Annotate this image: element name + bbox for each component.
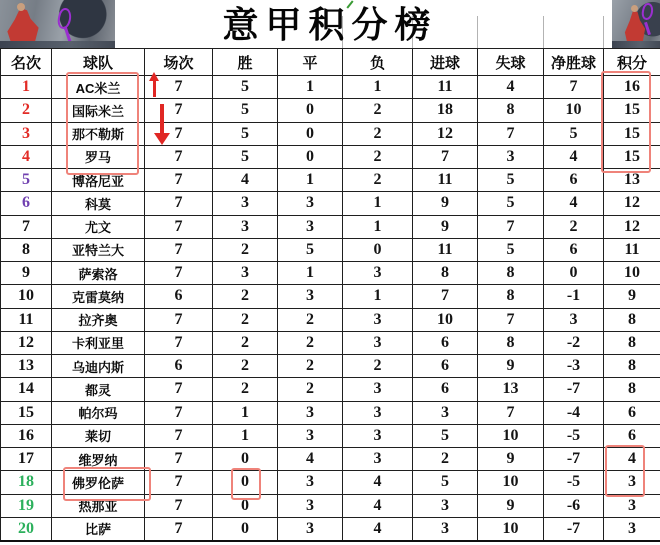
photo-ground: [0, 41, 115, 48]
goals-for-cell: 5: [413, 471, 478, 494]
goal-diff-cell: 2: [544, 215, 604, 238]
goals-for-cell: 12: [413, 122, 478, 145]
draw-cell: 0: [278, 99, 343, 122]
rank-cell: 2: [1, 99, 52, 122]
team-cell: 那不勒斯: [52, 122, 145, 145]
goals-for-cell: 10: [413, 308, 478, 331]
header-loss-cell: 负: [343, 49, 413, 76]
table-row: [1, 448, 660, 471]
header-row: [1, 49, 660, 76]
goals-for-cell: 3: [413, 494, 478, 517]
loss-cell: 3: [343, 401, 413, 424]
team-cell: 热那亚: [52, 494, 145, 517]
goals-against-cell: 5: [478, 192, 544, 215]
rank-cell: 10: [1, 285, 52, 308]
team-cell: 帕尔玛: [52, 401, 145, 424]
draw-cell: 3: [278, 424, 343, 447]
played-cell: 7: [145, 308, 213, 331]
header-draw-cell: 平: [278, 49, 343, 76]
points-cell: 12: [604, 192, 660, 215]
rank-cell: 6: [1, 192, 52, 215]
win-cell: 1: [213, 401, 278, 424]
win-cell: 5: [213, 145, 278, 168]
team-cell: 维罗纳: [52, 448, 145, 471]
goals-for-cell: 9: [413, 192, 478, 215]
rank-cell: 20: [1, 517, 52, 540]
loss-cell: 3: [343, 262, 413, 285]
loss-cell: 4: [343, 471, 413, 494]
goals-for-cell: 3: [413, 401, 478, 424]
played-cell: 7: [145, 215, 213, 238]
goal-diff-cell: 3: [544, 308, 604, 331]
draw-cell: 0: [278, 145, 343, 168]
played-cell: 7: [145, 331, 213, 354]
rank-cell: 17: [1, 448, 52, 471]
goal-diff-cell: -5: [544, 471, 604, 494]
draw-cell: 2: [278, 308, 343, 331]
goals-against-cell: 8: [478, 262, 544, 285]
win-cell: 3: [213, 192, 278, 215]
points-cell: 3: [604, 517, 660, 540]
win-cell: 0: [213, 448, 278, 471]
purple-graffiti-icon: [640, 2, 654, 21]
played-cell: 7: [145, 238, 213, 261]
table-row: [1, 238, 660, 261]
played-cell: 7: [145, 448, 213, 471]
loss-cell: 0: [343, 238, 413, 261]
win-cell: 2: [213, 331, 278, 354]
played-cell: 7: [145, 122, 213, 145]
header-team-cell: 球队: [52, 49, 145, 76]
draw-cell: 3: [278, 517, 343, 540]
player-photo-left: [0, 0, 115, 48]
page-title: 意甲积分榜: [222, 5, 438, 45]
goals-for-cell: 6: [413, 378, 478, 401]
goal-diff-cell: 4: [544, 192, 604, 215]
header-played-cell: 场次: [145, 49, 213, 76]
goal-diff-cell: -7: [544, 448, 604, 471]
table-row: [1, 99, 660, 122]
table-row: [1, 285, 660, 308]
loss-cell: 2: [343, 99, 413, 122]
loss-cell: 4: [343, 494, 413, 517]
win-cell: 3: [213, 215, 278, 238]
win-cell: 0: [213, 471, 278, 494]
goals-for-cell: 6: [413, 355, 478, 378]
header-points-cell: 积分: [604, 49, 660, 76]
goals-against-cell: 4: [478, 76, 544, 99]
played-cell: 7: [145, 378, 213, 401]
goal-diff-cell: -5: [544, 424, 604, 447]
played-cell: 6: [145, 355, 213, 378]
played-cell: 7: [145, 494, 213, 517]
points-cell: 15: [604, 122, 660, 145]
goals-against-cell: 9: [478, 494, 544, 517]
draw-cell: 0: [278, 122, 343, 145]
table-row: [1, 331, 660, 354]
goals-against-cell: 10: [478, 517, 544, 540]
played-cell: 7: [145, 262, 213, 285]
table-row: [1, 122, 660, 145]
points-cell: 8: [604, 331, 660, 354]
team-cell: 乌迪内斯: [52, 355, 145, 378]
rank-cell: 15: [1, 401, 52, 424]
loss-cell: 3: [343, 448, 413, 471]
team-cell: AC米兰: [52, 76, 145, 99]
goals-for-cell: 6: [413, 331, 478, 354]
goals-against-cell: 10: [478, 424, 544, 447]
table-row: [1, 401, 660, 424]
draw-cell: 1: [278, 262, 343, 285]
points-cell: 3: [604, 494, 660, 517]
loss-cell: 1: [343, 192, 413, 215]
draw-cell: 5: [278, 238, 343, 261]
goals-against-cell: 13: [478, 378, 544, 401]
table-row: [1, 262, 660, 285]
goal-diff-cell: -1: [544, 285, 604, 308]
table-body: [1, 76, 660, 541]
played-cell: 7: [145, 424, 213, 447]
table-row: [1, 517, 660, 540]
goals-for-cell: 8: [413, 262, 478, 285]
table-row: [1, 378, 660, 401]
goals-for-cell: 7: [413, 145, 478, 168]
team-cell: 萨索洛: [52, 262, 145, 285]
goal-diff-cell: -7: [544, 378, 604, 401]
loss-cell: 4: [343, 517, 413, 540]
points-cell: 10: [604, 262, 660, 285]
goals-for-cell: 2: [413, 448, 478, 471]
draw-cell: 3: [278, 401, 343, 424]
played-cell: 7: [145, 145, 213, 168]
goals-against-cell: 9: [478, 355, 544, 378]
goals-for-cell: 11: [413, 76, 478, 99]
purple-graffiti-icon: [644, 22, 651, 35]
goals-for-cell: 18: [413, 99, 478, 122]
played-cell: 7: [145, 169, 213, 192]
points-cell: 16: [604, 76, 660, 99]
player-head: [17, 3, 25, 11]
goals-against-cell: 9: [478, 448, 544, 471]
goal-diff-cell: -3: [544, 355, 604, 378]
played-cell: 7: [145, 517, 213, 540]
played-cell: 6: [145, 285, 213, 308]
goal-diff-cell: 0: [544, 262, 604, 285]
table-row: [1, 169, 660, 192]
team-cell: 博洛尼亚: [52, 169, 145, 192]
rank-cell: 19: [1, 494, 52, 517]
goals-for-cell: 11: [413, 169, 478, 192]
rank-cell: 5: [1, 169, 52, 192]
goals-against-cell: 5: [478, 238, 544, 261]
win-cell: 5: [213, 76, 278, 99]
purple-graffiti-icon: [64, 26, 72, 42]
goals-for-cell: 9: [413, 215, 478, 238]
table-row: [1, 424, 660, 447]
played-cell: 7: [145, 192, 213, 215]
played-cell: 7: [145, 76, 213, 99]
table-row: [1, 355, 660, 378]
draw-cell: 2: [278, 331, 343, 354]
table-row: [1, 494, 660, 517]
team-cell: 尤文: [52, 215, 145, 238]
loss-cell: 3: [343, 378, 413, 401]
goals-against-cell: 10: [478, 471, 544, 494]
player-photo-right: [612, 0, 660, 48]
win-cell: 0: [213, 494, 278, 517]
goal-diff-cell: 5: [544, 122, 604, 145]
goals-for-cell: 7: [413, 285, 478, 308]
goal-diff-cell: -2: [544, 331, 604, 354]
points-cell: 15: [604, 99, 660, 122]
win-cell: 2: [213, 378, 278, 401]
photo-ground: [612, 41, 660, 48]
win-cell: 5: [213, 99, 278, 122]
goal-diff-cell: 6: [544, 238, 604, 261]
win-cell: 2: [213, 238, 278, 261]
rank-cell: 18: [1, 471, 52, 494]
goals-against-cell: 8: [478, 285, 544, 308]
table-row: [1, 145, 660, 168]
header-goals-against-cell: 失球: [478, 49, 544, 76]
header-win-cell: 胜: [213, 49, 278, 76]
goal-diff-cell: -4: [544, 401, 604, 424]
rank-cell: 11: [1, 308, 52, 331]
loss-cell: 2: [343, 145, 413, 168]
goal-diff-cell: -7: [544, 517, 604, 540]
points-cell: 8: [604, 308, 660, 331]
goal-diff-cell: 7: [544, 76, 604, 99]
win-cell: 2: [213, 308, 278, 331]
player-head: [631, 5, 638, 12]
header-rank-cell: 名次: [1, 49, 52, 76]
goals-against-cell: 8: [478, 331, 544, 354]
goals-against-cell: 7: [478, 308, 544, 331]
win-cell: 2: [213, 285, 278, 308]
loss-cell: 2: [343, 169, 413, 192]
team-cell: 卡利亚里: [52, 331, 145, 354]
loss-cell: 2: [343, 355, 413, 378]
goals-against-cell: 7: [478, 215, 544, 238]
win-cell: 0: [213, 517, 278, 540]
team-cell: 比萨: [52, 517, 145, 540]
points-cell: 15: [604, 145, 660, 168]
points-cell: 8: [604, 378, 660, 401]
points-cell: 12: [604, 215, 660, 238]
header-goals-for-cell: 进球: [413, 49, 478, 76]
points-cell: 6: [604, 401, 660, 424]
goals-against-cell: 8: [478, 99, 544, 122]
team-cell: 佛罗伦萨: [52, 471, 145, 494]
rank-cell: 8: [1, 238, 52, 261]
goal-diff-cell: -6: [544, 494, 604, 517]
points-cell: 4: [604, 448, 660, 471]
team-cell: 莱切: [52, 424, 145, 447]
goals-against-cell: 5: [478, 169, 544, 192]
table-row: [1, 76, 660, 99]
goal-diff-cell: 6: [544, 169, 604, 192]
points-cell: 6: [604, 424, 660, 447]
win-cell: 3: [213, 262, 278, 285]
team-cell: 克雷莫纳: [52, 285, 145, 308]
rank-cell: 3: [1, 122, 52, 145]
rank-cell: 9: [1, 262, 52, 285]
win-cell: 1: [213, 424, 278, 447]
draw-cell: 2: [278, 355, 343, 378]
table-row: [1, 308, 660, 331]
rank-cell: 14: [1, 378, 52, 401]
team-cell: 罗马: [52, 145, 145, 168]
goals-against-cell: 7: [478, 122, 544, 145]
points-cell: 13: [604, 169, 660, 192]
loss-cell: 3: [343, 331, 413, 354]
header-goal-diff-cell: 净胜球: [544, 49, 604, 76]
draw-cell: 3: [278, 471, 343, 494]
table-row: [1, 471, 660, 494]
rank-cell: 13: [1, 355, 52, 378]
table-row: [1, 192, 660, 215]
draw-cell: 3: [278, 192, 343, 215]
loss-cell: 3: [343, 308, 413, 331]
draw-cell: 2: [278, 378, 343, 401]
rank-cell: 4: [1, 145, 52, 168]
standings-table: [0, 48, 660, 542]
draw-cell: 3: [278, 494, 343, 517]
team-cell: 科莫: [52, 192, 145, 215]
loss-cell: 1: [343, 285, 413, 308]
points-cell: 8: [604, 355, 660, 378]
win-cell: 2: [213, 355, 278, 378]
rank-cell: 16: [1, 424, 52, 447]
goals-for-cell: 11: [413, 238, 478, 261]
points-cell: 11: [604, 238, 660, 261]
draw-cell: 3: [278, 215, 343, 238]
win-cell: 5: [213, 122, 278, 145]
points-cell: 9: [604, 285, 660, 308]
points-cell: 3: [604, 471, 660, 494]
team-cell: 国际米兰: [52, 99, 145, 122]
team-cell: 都灵: [52, 378, 145, 401]
team-cell: 拉齐奥: [52, 308, 145, 331]
played-cell: 7: [145, 471, 213, 494]
team-cell: 亚特兰大: [52, 238, 145, 261]
win-cell: 4: [213, 169, 278, 192]
goals-for-cell: 3: [413, 517, 478, 540]
played-cell: 7: [145, 401, 213, 424]
loss-cell: 2: [343, 122, 413, 145]
loss-cell: 1: [343, 215, 413, 238]
goals-for-cell: 5: [413, 424, 478, 447]
draw-cell: 1: [278, 76, 343, 99]
rank-cell: 7: [1, 215, 52, 238]
draw-cell: 3: [278, 285, 343, 308]
table-row: [1, 215, 660, 238]
loss-cell: 3: [343, 424, 413, 447]
goals-against-cell: 7: [478, 401, 544, 424]
goals-against-cell: 3: [478, 145, 544, 168]
rank-cell: 1: [1, 76, 52, 99]
loss-cell: 1: [343, 76, 413, 99]
played-cell: 7: [145, 99, 213, 122]
goal-diff-cell: 10: [544, 99, 604, 122]
rank-cell: 12: [1, 331, 52, 354]
draw-cell: 1: [278, 169, 343, 192]
draw-cell: 4: [278, 448, 343, 471]
goal-diff-cell: 4: [544, 145, 604, 168]
title-band: [0, 0, 660, 48]
